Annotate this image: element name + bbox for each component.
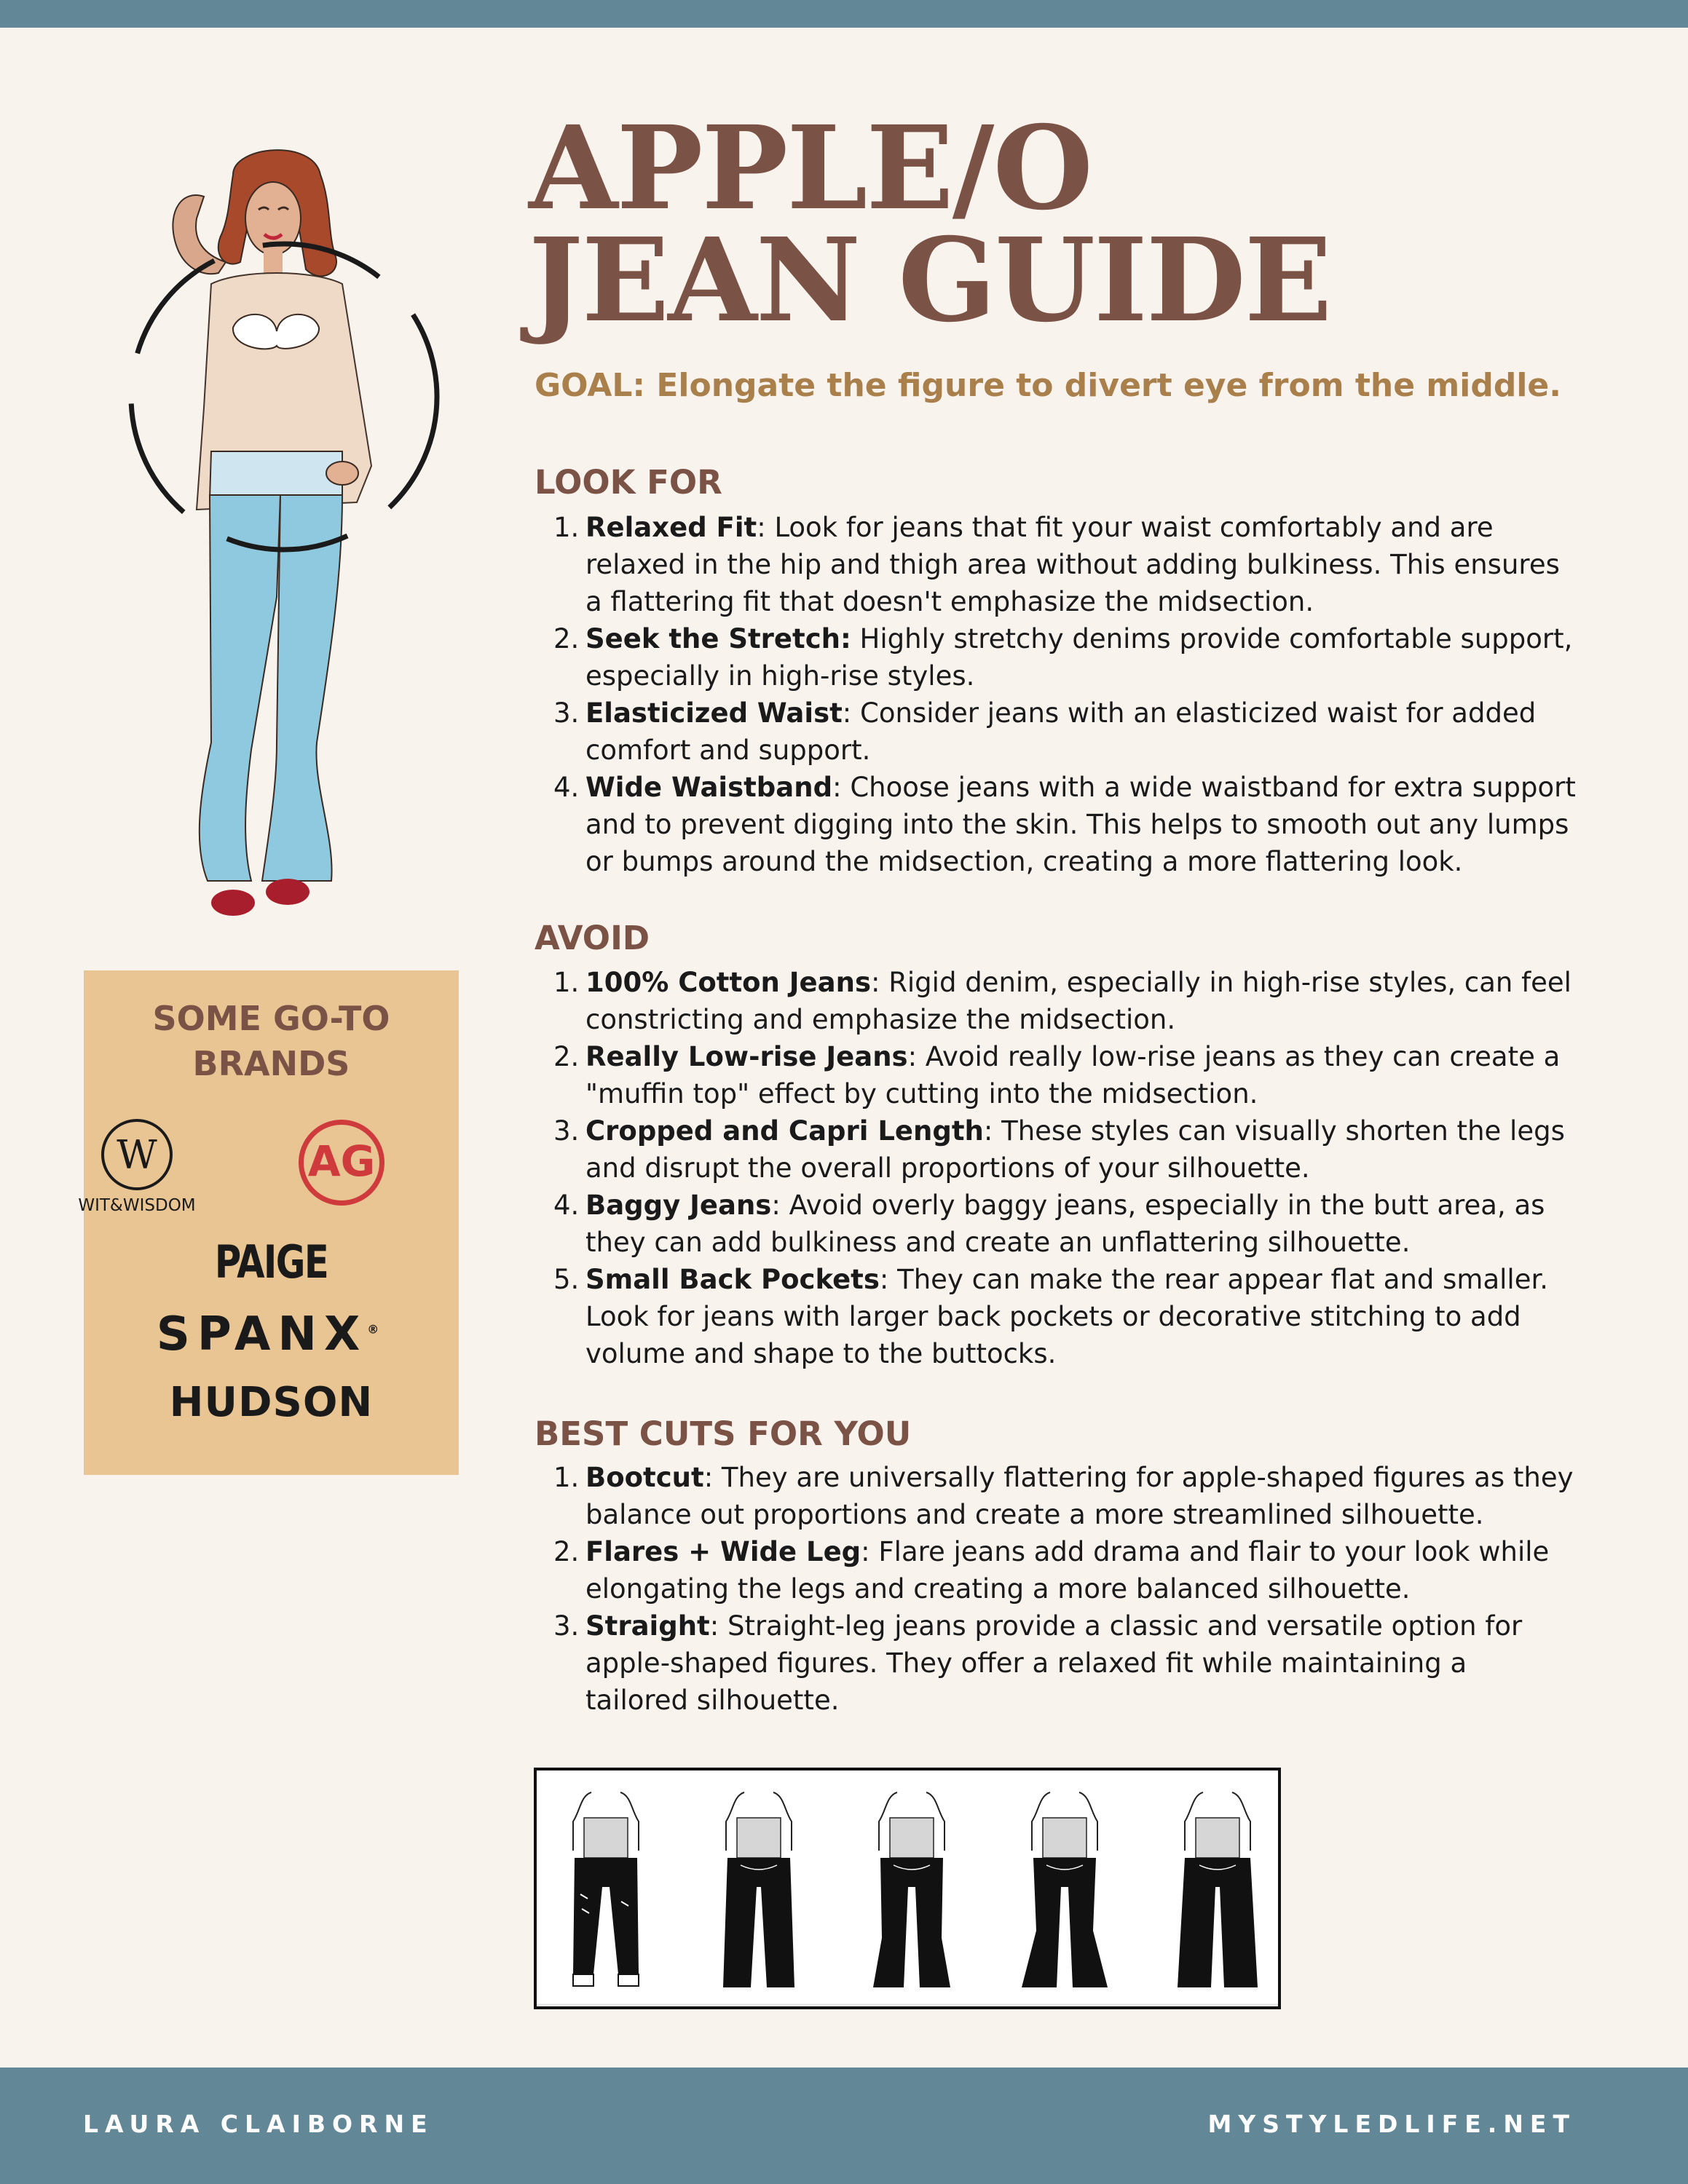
- title-line-2: JEAN GUIDE: [529, 213, 1331, 348]
- jean-figure-3: [873, 1792, 950, 1987]
- best-cuts-list: [553, 1459, 1577, 1719]
- jean-figure-2: [723, 1792, 794, 1987]
- jean-figure-5: [1178, 1792, 1258, 1987]
- list-item: 4. Baggy Jeans: Avoid overly baggy jeans, especially in the butt area, as they can add bulkiness and create an unflattering silhouette.: [553, 1190, 1545, 1258]
- look-for-heading: LOOK FOR: [535, 463, 722, 502]
- list-item: 4. Wide Waistband: Choose jeans with a wide waistband for extra support and to prevent digging into the skin. This helps to smooth out any lumps or bumps around the midsection, creating a more flattering look.: [553, 772, 1576, 877]
- avoid-list: [553, 964, 1577, 1372]
- list-item: 2. Really Low-rise Jeans: Avoid really low-rise jeans as they can create a "muffin top" effect by cutting into the midsection.: [553, 1041, 1561, 1109]
- spanx-logo: SPANX®: [156, 1307, 387, 1361]
- top-accent-bar: [0, 0, 1688, 28]
- goal-statement: GOAL: Elongate the figure to divert eye from the middle.: [535, 367, 1561, 404]
- page-title: [529, 101, 1636, 348]
- brands-heading: SOME GO-TO BRANDS: [152, 999, 390, 1083]
- wit-and-wisdom-logo: W WIT&WISDOM: [57, 1119, 217, 1215]
- best-cuts-heading: BEST CUTS FOR YOU: [535, 1415, 912, 1453]
- jean-figure-4: [1022, 1792, 1108, 1987]
- list-item: 3. Cropped and Capri Length: These styles can visually shorten the legs and disrupt the overall proportions of your silhouette.: [553, 1115, 1565, 1184]
- list-item: 3. Straight: Straight-leg jeans provide a classic and versatile option for apple-shaped figures. They offer a relaxed fit while maintaining a tailored silhouette.: [553, 1610, 1523, 1716]
- footer-bar: [0, 2068, 1688, 2184]
- title-line-1: APPLE/O: [529, 101, 1092, 236]
- hudson-logo: HUDSON: [169, 1379, 374, 1426]
- list-item: 5. Small Back Pockets: They can make the rear appear flat and smaller. Look for jeans with larger back pockets or decorative stitching to add volume and shape to the buttocks.: [553, 1264, 1549, 1369]
- jean-figure-1: [573, 1792, 639, 1986]
- list-item: 1. 100% Cotton Jeans: Rigid denim, especially in high-rise styles, can feel constricting and emphasize the midsection.: [553, 967, 1571, 1035]
- list-item: 2. Seek the Stretch: Highly stretchy denims provide comfortable support, especially in high-rise styles.: [553, 623, 1573, 692]
- ag-logo: AG: [299, 1120, 384, 1206]
- look-for-list: [553, 509, 1577, 880]
- paige-logo: PAIGE: [214, 1235, 328, 1289]
- list-item: 1. Bootcut: They are universally flattering for apple-shaped figures as they balance out proportions and create a more streamlined silhouette.: [553, 1462, 1574, 1530]
- jean-cuts-illustration: [534, 1768, 1281, 2009]
- footer-author: LAURA CLAIBORNE: [83, 2110, 434, 2138]
- avoid-heading: AVOID: [535, 919, 650, 957]
- apple-shape-figure-illustration: [124, 146, 473, 925]
- list-item: 2. Flares + Wide Leg: Flare jeans add drama and flair to your look while elongating the legs and creating a more balanced silhouette.: [553, 1536, 1550, 1605]
- list-item: 3. Elasticized Waist: Consider jeans with an elasticized waist for added comfort and support.: [553, 697, 1537, 766]
- list-item: 1. Relaxed Fit: Look for jeans that fit your waist comfortably and are relaxed in the hip and thigh area without adding bulkiness. This ensures a flattering fit that doesn't emphasize the midsection.: [553, 512, 1560, 617]
- footer-website: MYSTYLEDLIFE.NET: [1207, 2110, 1576, 2138]
